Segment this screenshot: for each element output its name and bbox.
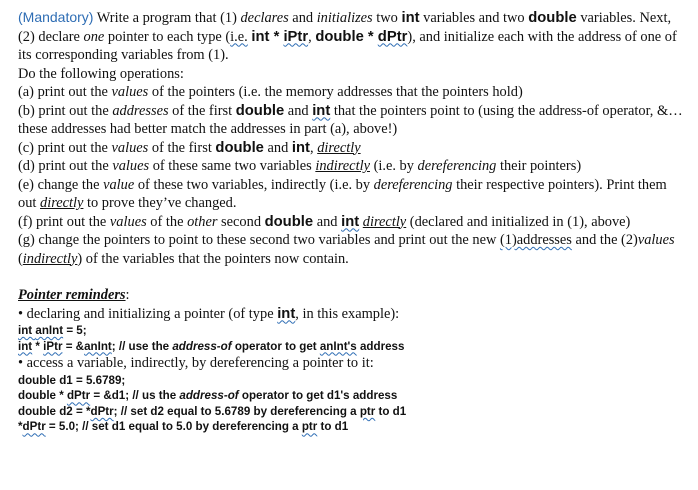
keyword: int (277, 305, 296, 322)
text: (f) print out the (18, 213, 110, 230)
text: ) of the variables that the pointers now contain. (77, 250, 349, 267)
code: ptr (359, 404, 376, 418)
text: of the first (148, 139, 216, 156)
text: (declared and initialized in (1), above) (406, 213, 631, 230)
emph-underlined: indirectly (22, 250, 78, 267)
emph: values (637, 232, 675, 248)
text: (i.e. by (369, 158, 418, 174)
text: of the (146, 213, 188, 230)
code-line-6 (18, 419, 688, 435)
keyword: double (215, 139, 264, 156)
code-line-1 (18, 323, 688, 339)
text: (b) print out the (18, 102, 113, 119)
text: of these two variables, indirectly (i.e. by (134, 176, 374, 193)
mandatory-tag: (Mandatory) (18, 9, 94, 25)
op-e (18, 176, 688, 213)
op-d (18, 157, 688, 176)
text: that the pointers point to (using the address-of operator, &…these addresses had better match the addresses in part (a), above!) (18, 102, 683, 137)
code-identifier: dPtr (377, 28, 408, 45)
emph-underlined: directly (40, 195, 84, 211)
emph-underlined: directly (317, 139, 361, 156)
text: and (288, 10, 317, 26)
text: of these same two variables (149, 158, 316, 174)
code: address (356, 339, 405, 353)
code: iPtr (43, 339, 63, 353)
spacer (18, 268, 688, 286)
emph-underlined: directly (362, 213, 407, 230)
spell-flag: (1)addresses (499, 232, 572, 248)
text: : (125, 287, 130, 303)
text: Write a program that (1) (93, 10, 241, 26)
emph: dereferencing (417, 158, 497, 174)
code: to d1 (317, 420, 349, 434)
text: (d) print out the (18, 158, 113, 174)
keyword: double (235, 102, 285, 119)
op-b (18, 102, 688, 139)
intro-paragraph (18, 8, 688, 83)
text: variables. Next, (2) declare (18, 10, 672, 45)
keyword: int (291, 139, 310, 156)
text: (c) print out the (18, 139, 112, 156)
code: * (18, 420, 23, 434)
keyword: double (315, 28, 364, 45)
spell-flag: i.e. (230, 28, 248, 45)
text: Do the following operations: (18, 65, 184, 82)
bullet-access (18, 354, 688, 373)
code-italic: address-of (179, 389, 239, 403)
text: (a) print out the (18, 84, 112, 100)
emph-underlined: indirectly (315, 158, 370, 174)
keyword: int (312, 102, 331, 119)
text: their pointers) (496, 158, 582, 174)
code-text: * (269, 28, 284, 45)
text: their respective pointers). Print them out (18, 176, 667, 211)
emph: values (111, 84, 149, 100)
keyword: int (401, 10, 420, 26)
op-c (18, 139, 688, 158)
emph: value (103, 176, 135, 193)
text: (e) change the (18, 176, 104, 193)
code-line-2 (18, 339, 688, 355)
assignment-document (18, 8, 688, 435)
text: , in this example): (295, 305, 400, 322)
text: • access a variable, indirectly, by dereferencing a pointer to it: (18, 355, 374, 372)
text: (g) change the pointers to point to these second two variables and print out the new (18, 232, 500, 248)
text: two (372, 10, 402, 26)
code-line-5 (18, 404, 688, 420)
text: variables and two (419, 10, 529, 26)
keyword: int (341, 213, 360, 230)
op-a (18, 83, 688, 102)
emph: dereferencing (373, 176, 453, 193)
reminders-title: Pointer reminders (18, 287, 126, 303)
code: = 5.0; // set d1 equal to 5.0 by dereferencing a (45, 420, 302, 434)
text: of the first (168, 102, 236, 119)
code: = & (62, 339, 85, 353)
code-italic: address-of (172, 339, 232, 353)
code: operator to get d1's address (238, 389, 398, 403)
keyword: double (264, 213, 314, 230)
text: • declaring and initializing a pointer (of type (18, 305, 278, 322)
text: ), and initialize each with the address of one of its corresponding variables from (1). (18, 28, 677, 63)
text: ( (18, 250, 23, 267)
text: second (217, 213, 265, 230)
code-line-3 (18, 373, 688, 389)
code: operator to get (231, 339, 320, 353)
code: anInt (84, 339, 112, 353)
code-text: * (363, 28, 378, 45)
code: anInt (35, 324, 64, 337)
code: to d1 (375, 404, 407, 418)
emph: addresses (112, 102, 169, 119)
reminders-heading (18, 286, 688, 305)
code: ; // use the (111, 339, 173, 353)
emph: declares (240, 10, 289, 26)
bullet-declaring (18, 305, 688, 324)
op-f (18, 213, 688, 232)
code-line-4 (18, 388, 688, 404)
emph: one (83, 28, 105, 45)
text: and (263, 139, 292, 156)
text: and (313, 213, 342, 230)
emph: values (112, 158, 150, 174)
code: ptr (301, 420, 318, 434)
keyword: int (251, 28, 270, 45)
code: dPtr (22, 420, 46, 434)
text: of the pointers (i.e. the memory addresses that the pointers hold) (148, 84, 523, 100)
keyword: double (528, 10, 577, 26)
text: and (284, 102, 313, 119)
code: double * (18, 389, 67, 403)
emph: values (111, 139, 149, 156)
emph: initializes (316, 10, 373, 26)
code: double d2 = * (18, 404, 91, 418)
code: double d1 = 5.6789; (18, 373, 126, 387)
emph: values (109, 213, 147, 230)
code: = &d1; // us the (90, 389, 180, 403)
code: ; // set d2 equal to 5.6789 by dereferencing a (113, 404, 360, 418)
text: pointer to each type ( (104, 28, 231, 45)
code: * (32, 339, 44, 353)
text: , (308, 28, 316, 45)
text: , (309, 139, 318, 156)
code: anInt's (319, 339, 357, 353)
emph: other (187, 213, 218, 230)
code: = 5; (63, 324, 87, 337)
text: to prove they’ve changed. (83, 195, 237, 211)
code-identifier: iPtr (283, 28, 309, 45)
code: dPtr (66, 389, 91, 403)
code: dPtr (90, 404, 114, 418)
text: and the (2) (571, 232, 638, 248)
code: int (18, 324, 36, 337)
op-g (18, 231, 688, 268)
code: int (18, 339, 33, 353)
